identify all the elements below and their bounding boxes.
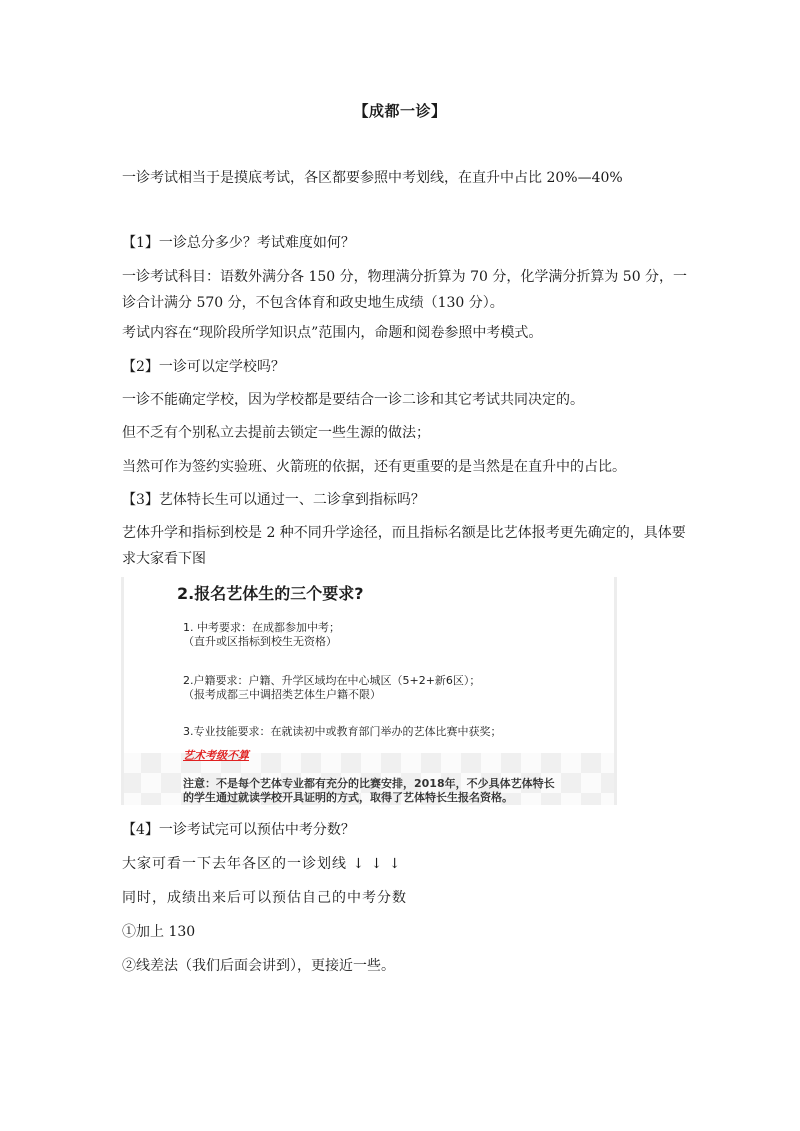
section-4-paragraph-4: ②线差法（我们后面会讲到），更接近一些。 [122, 958, 395, 974]
image-left-edge [121, 577, 124, 805]
figure-requirement-1: 1. 中考要求：在成都参加中考； [183, 621, 340, 634]
section-3-heading: 【3】艺体特长生可以通过一、二诊拿到指标吗？ [122, 492, 425, 508]
section-2-paragraph-3: 当然可作为签约实验班、火箭班的依据，还有更重要的是当然是在直升中的占比。 [122, 459, 626, 475]
section-1-paragraph-2: 考试内容在“现阶段所学知识点”范围内，命题和阅卷参照中考模式。 [122, 325, 543, 341]
intro-paragraph: 一诊考试相当于是摸底考试，各区都要参照中考划线，在直升中占比 20%—40% [122, 170, 623, 186]
figure-highlight: 艺术考级不算 [183, 749, 249, 762]
section-2-paragraph-1: 一诊不能确定学校，因为学校都是要结合一诊二诊和其它考试共同决定的。 [122, 392, 584, 408]
section-2-heading: 【2】一诊可以定学校吗？ [122, 359, 285, 375]
figure-note-line-1: 注意：不是每个艺体专业都有充分的比赛安排，2018年，不少具体艺体特长 [183, 777, 555, 790]
section-4-paragraph-2: 同时，成绩出来后可以预估自己的中考分数 [122, 890, 407, 906]
section-1-paragraph-1: 一诊考试科目：语数外满分各 150 分，物理满分折算为 70 分，化学满分折算为 50 分，一诊合计满分 570 分，不包含体育和政史地生成绩（130 分）。 [122, 269, 688, 311]
figure-heading: 2.报名艺体生的三个要求? [177, 584, 364, 603]
figure-requirement-2: 2.户籍要求：户籍、升学区域均在中心城区（5+2+新6区）； [183, 674, 481, 687]
figure-requirement-3: 3.专业技能要求：在就读初中或教育部门举办的艺体比赛中获奖； [183, 725, 502, 738]
section-4-paragraph-3: ①加上 130 [122, 924, 196, 940]
figure-requirement-1-note: （直升或区指标到校生无资格） [183, 635, 337, 648]
figure-note-line-2: 的学生通过就读学校开具证明的方式，取得了艺体特长生报名资格。 [183, 791, 513, 804]
requirements-image [121, 577, 617, 805]
section-1-heading: 【1】一诊总分多少？考试难度如何？ [122, 235, 355, 251]
figure-requirement-2-note: （报考成都三中调招类艺体生户籍不限） [183, 688, 381, 701]
document-title: 【成都一诊】 [353, 102, 447, 120]
section-4-heading: 【4】一诊考试完可以预估中考分数？ [122, 822, 355, 838]
image-right-edge [614, 577, 617, 805]
section-2-paragraph-2: 但不乏有个别私立去提前去锁定一些生源的做法； [122, 425, 430, 441]
section-4-paragraph-1: 大家可看一下去年各区的一诊划线 ↓ ↓ ↓ [122, 856, 402, 872]
section-3-paragraph-1: 艺体升学和指标到校是 2 种不同升学途径，而且指标名额是比艺体报考更先确定的，具体要求大家看下图 [122, 525, 686, 567]
